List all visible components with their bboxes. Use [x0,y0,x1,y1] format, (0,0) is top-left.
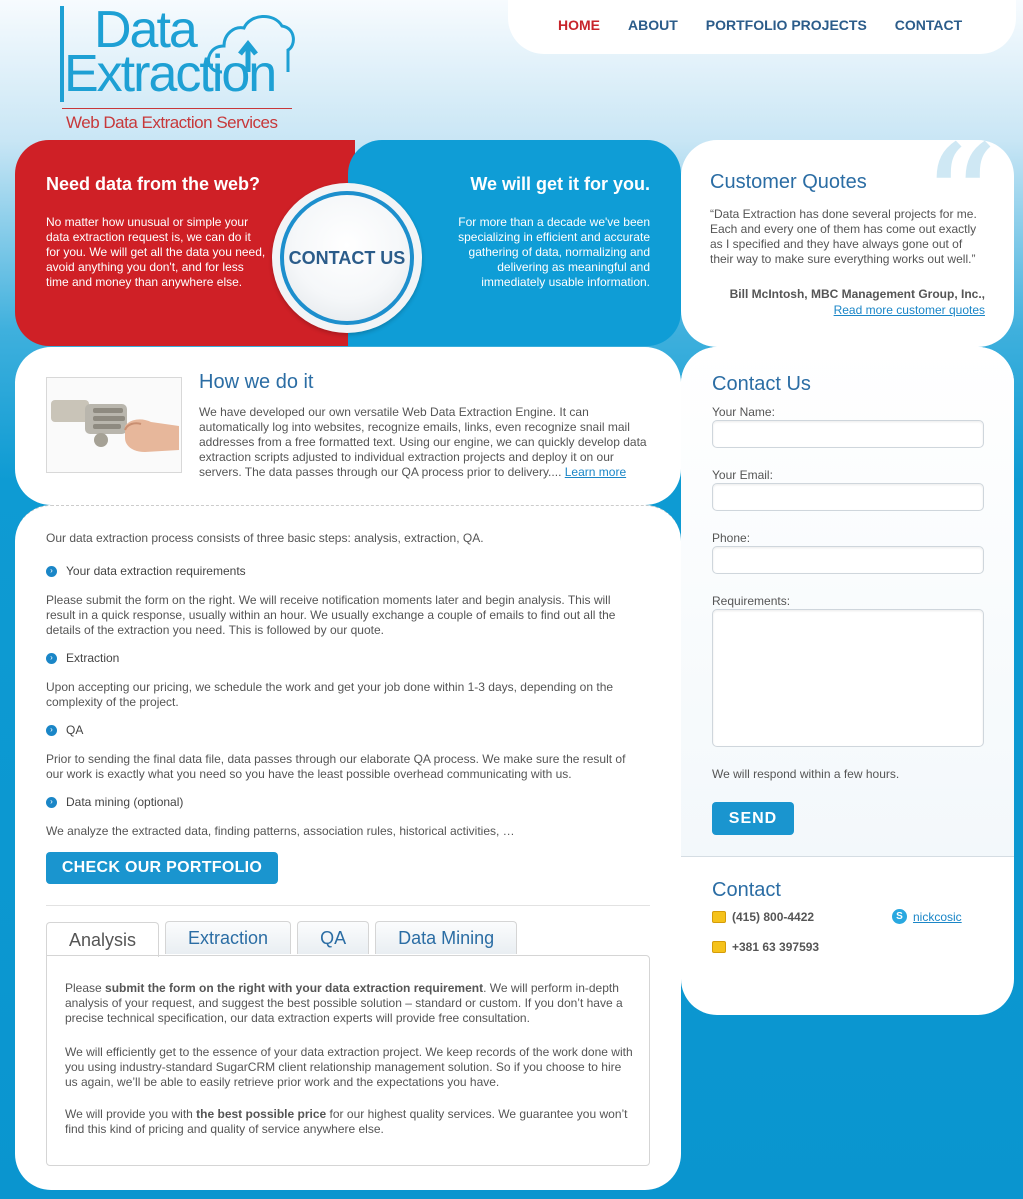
chevron-right-icon: › [46,566,57,577]
analysis-p1-text: Please [65,981,106,995]
skype-icon: S [892,909,907,924]
how-we-do-it-panel [15,347,681,505]
nav-item-contact[interactable]: CONTACT [894,17,963,33]
read-more-quotes-link[interactable]: Read more customer quotes [833,303,985,317]
tab-data-mining[interactable]: Data Mining [375,921,517,954]
phone-primary [712,910,814,924]
tab-extraction[interactable]: Extraction [165,921,291,954]
logo-underline [62,108,292,109]
contact-form-panel [681,347,1014,1015]
nav-item-portfolio-projects[interactable]: PORTFOLIO PROJECTS [705,17,867,33]
contact-us-label: CONTACT US [288,247,406,268]
nav-item-home[interactable]: HOME [558,17,600,33]
quote-mark-icon: “ [921,114,998,288]
analysis-paragraph-1 [65,981,635,1026]
analysis-p3-bold: the best possible price [196,1107,327,1121]
phone-field[interactable] [712,546,984,574]
phone-icon [712,911,726,923]
customer-quotes-title: Customer Quotes [710,171,867,193]
learn-more-link[interactable]: Learn more [564,465,627,479]
process-panel [15,505,681,1190]
requirements-label: Requirements: [712,594,791,608]
phone-secondary [712,940,819,954]
step-text: Prior to sending the final data file, data passes through our elaborate QA process. We make sure the result of our work is exactly what you need so you have the least possible overhead communicating with us. [46,752,626,781]
check-portfolio-button[interactable]: CHECK OUR PORTFOLIO [46,852,278,884]
response-note: We will respond within a few hours. [712,767,900,781]
site-logo[interactable] [60,1,300,136]
analysis-paragraph-2: We will efficiently get to the essence of your data extraction project. We keep records of the work done with you using industry-standard SugarCRM client relationship management solution. So if you choose to hire us again, we’ll be able to easily retrieve prior work and the expectations you have. [65,1045,633,1089]
step-title: Data mining (optional) [66,795,184,809]
analysis-p1-bold: submit the form on the right with your data extraction requirement [105,981,484,995]
phone-primary-number: (415) 800-4422 [732,910,815,924]
name-label: Your Name: [712,405,775,419]
contact-us-button-face [280,191,414,325]
contact-title: Contact [712,879,781,901]
skype-link[interactable]: nickcosic [913,909,962,924]
logo-word-extraction: Extraction [64,45,276,103]
customer-quotes-panel [681,114,1014,347]
phone-secondary-number: +381 63 397593 [732,940,820,954]
phone-icon [712,941,726,953]
phone-label: Phone: [712,531,751,545]
step-title: Your data extraction requirements [66,564,246,578]
robot-hand-image [46,377,182,473]
tab-analysis[interactable]: Analysis [46,922,159,957]
analysis-p3-text: We will provide you with [65,1107,197,1121]
how-we-do-it-text [199,405,651,480]
logo-tagline: Web Data Extraction Services [66,113,278,132]
step-title: Extraction [66,651,120,665]
step-title: QA [66,723,84,737]
chevron-right-icon: › [46,725,57,736]
analysis-p3-text-end: for our highest quality services. We guarantee you won’t find this kind of pricing and quality of service anywhere else. [65,1107,628,1136]
quote-author: Bill McIntosh, MBC Management Group, Inc., [729,287,985,301]
step-requirements [46,564,636,638]
chevron-right-icon: › [46,653,57,664]
section-divider [46,905,650,906]
step-text: Upon accepting our pricing, we schedule the work and get your job done within 1-3 days, depending on the complexity of the project. [46,680,614,709]
cloud-upload-icon [204,6,296,78]
step-text: Please submit the form on the right. We will receive notification moments later and begin analysis. This will result in a quick response, usually within an hour. We usually exchange a couple of emails to find out all the details of the extraction you need. This is followed by our quote. [46,593,616,637]
logo-word-data: Data [94,1,196,59]
name-field[interactable] [712,420,984,448]
skype-contact [892,909,962,924]
hero-right-title: We will get it for you. [470,174,650,194]
hero-left-text: No matter how unusual or simple your data extraction request is, we can do it for you. We will get all the data you need, avoid anything you don't, and for less time and money than anywhere else. [46,215,266,289]
contact-divider [681,856,1014,857]
process-intro: Our data extraction process consists of three basic steps: analysis, extraction, QA. [46,531,484,545]
how-we-do-it-title: How we do it [199,371,314,393]
chevron-right-icon: › [46,797,57,808]
email-label: Your Email: [712,468,773,482]
tab-qa[interactable]: QA [297,921,369,954]
step-data-mining [46,795,636,839]
how-we-do-it-body: We have developed our own versatile Web Data Extraction Engine. It can automatically log into websites, recognize emails, links, even recognize snail mail addresses from a free formatted text. Using our engine, we can quickly develop data extraction scripts adjusted to individual extraction projects and deploy it on our servers. The data passes through our QA process prior to delivery.... [199,405,647,479]
process-tabs [46,921,517,957]
customer-quote-text: “Data Extraction has done several projects for me. Each and every one of them has come out exactly as I specified and they have always gone out of their way to make sure everything works out well.” [710,207,977,266]
email-field[interactable] [712,483,984,511]
contact-us-button[interactable] [272,183,422,333]
contact-form-title: Contact Us [712,373,811,395]
analysis-p1-text-end: . We will perform in-depth analysis of your request, and suggest the best possible solution – standard or custom. If you don’t have a precise technical specification, our data extraction experts will provide free consultation. [65,981,623,1025]
main-nav [508,0,1016,54]
requirements-field[interactable] [712,609,984,747]
step-qa [46,723,636,782]
analysis-paragraph-3 [65,1107,635,1137]
robot-hand-illustration [47,378,182,473]
hero-left-title: Need data from the web? [46,174,261,194]
step-text: We analyze the extracted data, finding patterns, association rules, historical activities, … [46,824,515,838]
send-button[interactable]: SEND [712,802,794,835]
hero-right-text: For more than a decade we've been specializing in efficient and accurate gathering of data, normalizing and delivering as meaningful and immediately usable information. [458,215,650,289]
nav-item-about[interactable]: ABOUT [628,17,678,33]
tab-panel-analysis [46,955,650,1166]
step-extraction [46,651,636,710]
